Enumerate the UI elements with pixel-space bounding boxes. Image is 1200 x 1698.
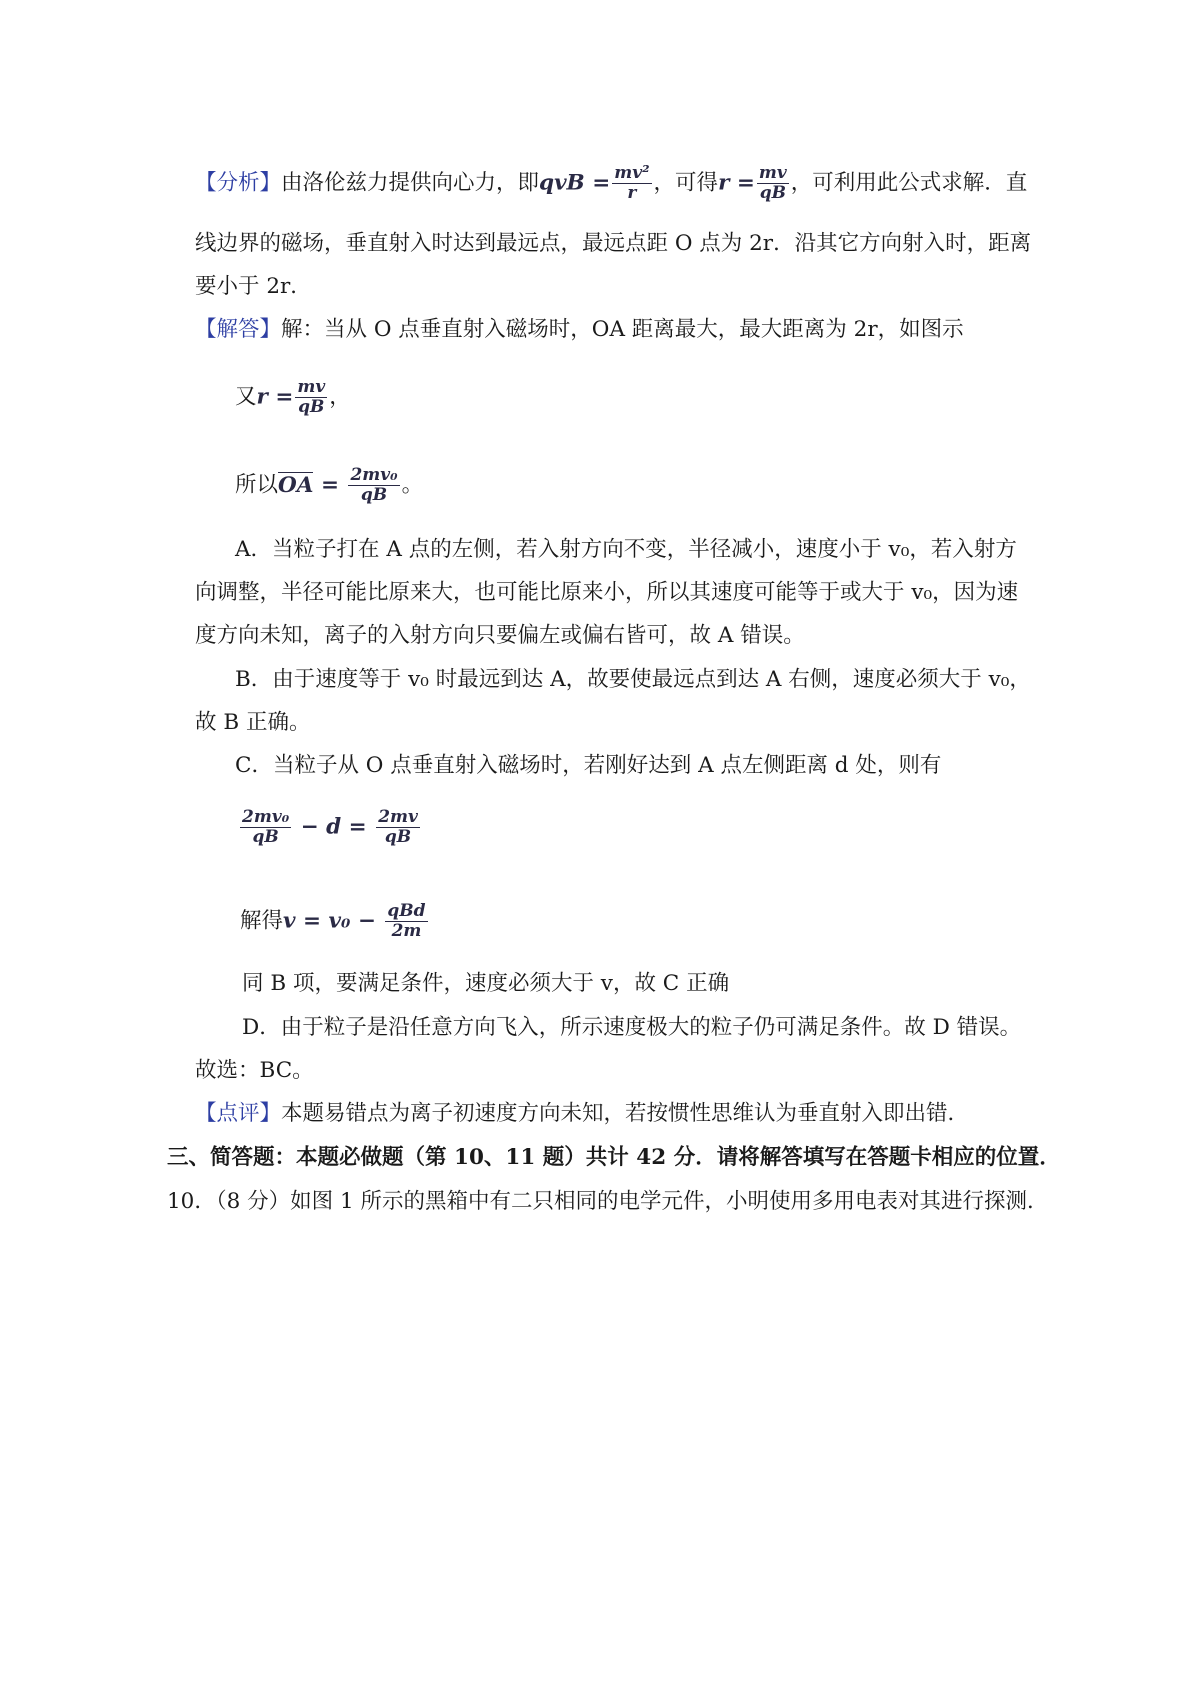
- answer-suoyi-line: 所以OA = $\frac{\text{2mv₀}}{qB}$ 。: [235, 465, 424, 505]
- analysis-line-2: 线边界的磁场，垂直射入时达到最远点，最远点距 O 点为 2r．沿其它方向射入时，距离: [195, 231, 1032, 256]
- option-d-line: D．由于粒子是沿任意方向飞入，所示速度极大的粒子仍可满足条件。故 D 错误。: [242, 1015, 1022, 1040]
- section-3-heading: 三、简答题：本题必做题（第 10、11 题）共计 42 分．请将解答填写在答题卡相应的位置．: [167, 1145, 1061, 1170]
- option-a-line-2: 向调整，半径可能比原来大，也可能比原来小，所以其速度可能等于或大于 v₀，因为速: [195, 580, 1019, 605]
- answer-choice: 故选：BC。: [195, 1058, 314, 1083]
- option-c-equation: $\frac{\text{2mv₀}}{qB}$ − d = $\frac{2mv}{qB}$: [242, 807, 418, 847]
- analysis-text-1c: ，可利用此公式求解．直: [790, 170, 1028, 196]
- option-a-line-1: A．当粒子打在 A 点的左侧，若入射方向不变，半径减小，速度小于 v₀，若入射方: [235, 537, 1017, 562]
- question-10: 10．（8 分）如图 1 所示的黑箱中有二只相同的电学元件，小明使用多用电表对其进行探测．: [167, 1189, 1049, 1214]
- analysis-tag: 【分析】: [195, 170, 282, 196]
- oa-equation: OA = $\frac{\text{2mv₀}}{qB}$: [278, 465, 398, 505]
- answer-line-1: 【解答】解：当从 O 点垂直射入磁场时，OA 距离最大，最大距离为 2r，如图示: [195, 317, 964, 342]
- radius-equation-2: r = $\frac{mv}{qB}$: [256, 377, 326, 417]
- comment-tag: 【点评】: [195, 1101, 282, 1126]
- lorentz-equation: qvB = $\frac{\text{mv²}}{r}$: [539, 163, 650, 203]
- analysis-text-1a: 由洛伦兹力提供向心力，即: [281, 170, 540, 196]
- analysis-text-1b: ，可得: [653, 170, 719, 196]
- radius-equation: r = $\frac{mv}{qB}$: [718, 163, 787, 203]
- option-c-solution: 解得v = v₀ − $\frac{\text{qBd}}{2m}$: [240, 901, 426, 941]
- option-b-line-2: 故 B 正确。: [195, 710, 311, 735]
- answer-you-line: 又r = $\frac{mv}{qB}$ ，: [235, 377, 351, 417]
- option-c-line-1: C．当粒子从 O 点垂直射入磁场时，若刚好达到 A 点左侧距离 d 处，则有: [235, 753, 942, 778]
- comment-line: 【点评】本题易错点为离子初速度方向未知，若按惯性思维认为垂直射入即出错．: [195, 1101, 970, 1126]
- analysis-line-1: [195, 164, 1027, 203]
- answer-tag: 【解答】: [195, 317, 282, 342]
- option-b-line-1: B．由于速度等于 v₀ 时最远到达 A，故要使最远点到达 A 右侧，速度必须大于 v₀，: [235, 667, 1031, 692]
- option-a-line-3: 度方向未知，离子的入射方向只要偏左或偏右皆可，故 A 错误。: [195, 623, 805, 648]
- analysis-line-3: 要小于 2r．: [195, 274, 312, 299]
- option-c-line-2: 同 B 项，要满足条件，速度必须大于 v，故 C 正确: [242, 971, 730, 996]
